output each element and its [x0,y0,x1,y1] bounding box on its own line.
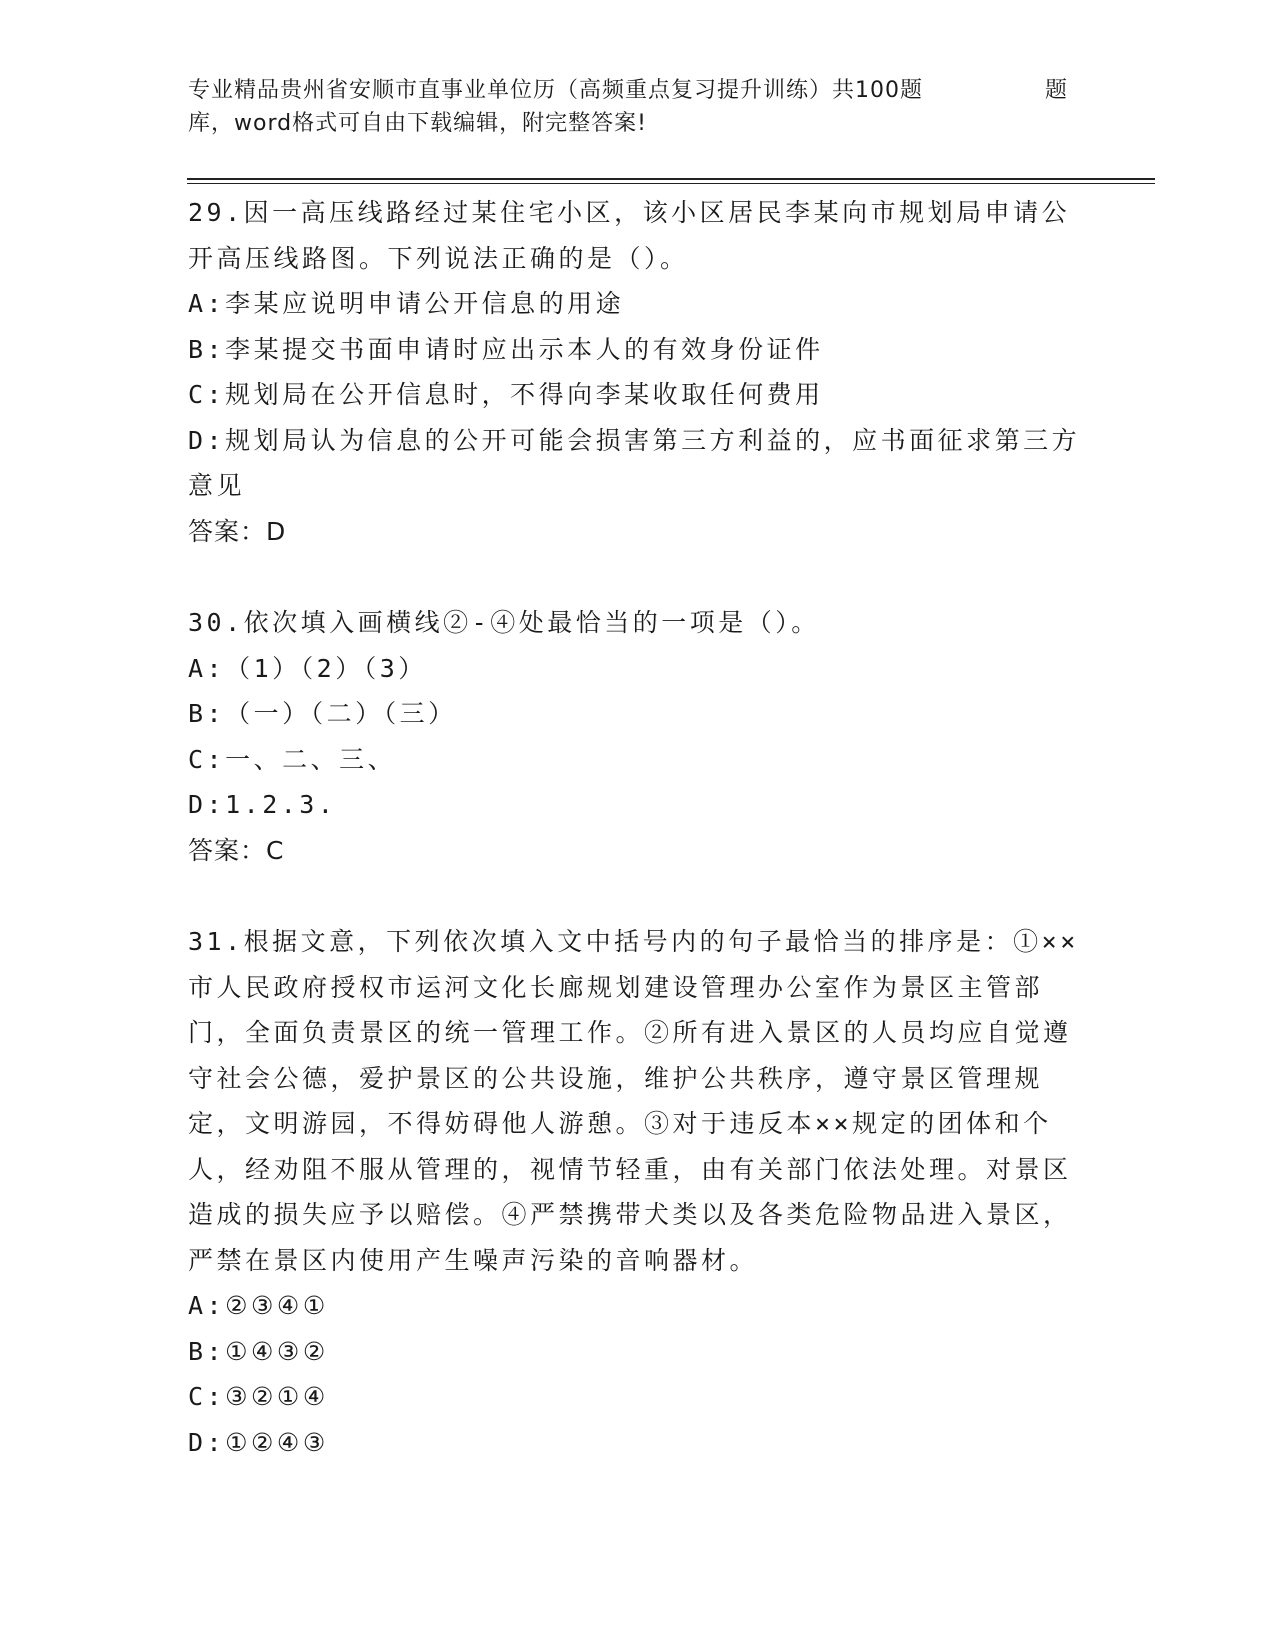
answer-label: 答案：C [188,835,285,865]
question-stem: 29.因一高压线路经过某住宅小区，该小区居民李某向市规划局申请公开高压线路图。下列说法正确的是（）。 [188,198,1071,273]
option-a: A:李某应说明申请公开信息的用途 [188,289,625,318]
questions-content [188,190,1088,1465]
option-c: C:③②①④ [188,1382,329,1411]
question-stem: 30.依次填入画横线②-④处最恰当的一项是（）。 [188,608,820,637]
question-29 [188,190,1088,554]
option-d: D:1.2.3. [188,790,337,819]
spacer [188,873,1088,919]
spacer [188,554,1088,600]
question-stem: 31.根据文意，下列依次填入文中括号内的句子最恰当的排序是：①××市人民政府授权市运河文化长廊规划建设管理办公室作为景区主管部门，全面负责景区的统一管理工作。②所有进入景区的人员均应自觉遵守社会公德，爱护景区的公共设施，维护公共秩序，遵守景区管理规定，文明游园，不得妨碍他人游憩。③对于违反本××规定的团体和个人，经劝阻不服从管理的，视情节轻重，由有关部门依法处理。对景区造成的损失应予以赔偿。④严禁携带犬类以及各类危险物品进入景区，严禁在景区内使用产生噪声污染的音响器材。 [188,927,1079,1275]
option-c: C:一、二、三、 [188,744,397,774]
option-c: C:规划局在公开信息时，不得向李某收取任何费用 [188,380,824,409]
header-subtitle: 库，word格式可自由下载编辑，附完整答案! [188,111,647,136]
option-b: B:李某提交书面申请时应出示本人的有效身份证件 [188,334,824,364]
header-title-tail: 题 [1044,78,1068,103]
option-b: B:①④③② [188,1336,329,1366]
header-title: 专业精品贵州省安顺市直事业单位历（高频重点复习提升训练）共100题 [188,78,923,103]
header-divider-thick [187,178,1155,180]
question-30 [188,600,1088,873]
option-d: D:①②④③ [188,1427,329,1457]
header-divider-thin [187,183,1155,184]
option-a: A:（1）（2）（3） [188,653,427,683]
option-a: A:②③④① [188,1291,329,1320]
option-d: D:规划局认为信息的公开可能会损害第三方利益的，应书面征求第三方意见 [188,425,1081,500]
question-31 [188,919,1088,1465]
document-header [188,74,1088,140]
answer-label: 答案：D [188,516,287,546]
option-b: B:（一）（二）（三） [188,699,457,728]
header-line-1 [188,74,1088,107]
